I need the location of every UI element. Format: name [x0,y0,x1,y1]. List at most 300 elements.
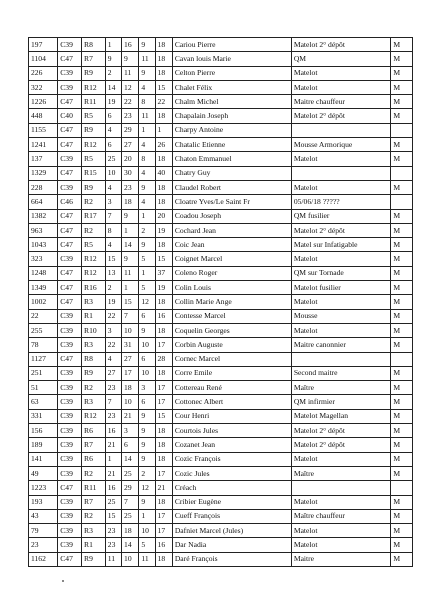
rank-role-cell: Matelot [291,80,391,94]
col-b-cell: 9 [122,252,139,266]
box-code-cell: C39 [58,438,82,452]
person-name-cell: Cozic Jules [172,466,291,480]
record-number-cell: 1382 [29,209,58,223]
sex-code-cell: M [391,152,413,166]
col-d-cell: 18 [155,366,172,380]
col-c-cell: 10 [139,338,155,352]
roll-code-cell: R9 [82,180,106,194]
record-number-cell: 255 [29,323,58,337]
table-row [29,52,413,66]
col-b-cell: 9 [122,52,139,66]
box-code-cell: C39 [58,409,82,423]
rank-role-cell: Matelot 2° dépôt [291,38,391,52]
sex-code-cell: M [391,424,413,438]
record-number-cell: 448 [29,109,58,123]
rank-role-cell: Matelot [291,295,391,309]
box-code-cell: C39 [58,309,82,323]
table-row [29,424,413,438]
rank-role-cell: QM [291,52,391,66]
col-b-cell: 10 [122,395,139,409]
sex-code-cell: M [391,52,413,66]
col-a-cell: 16 [105,424,121,438]
rank-role-cell: Mousse Armorique [291,138,391,152]
record-number-cell: 78 [29,338,58,352]
record-number-cell: 664 [29,195,58,209]
col-c-cell: 11 [139,52,155,66]
rank-role-cell: Matelot 2° dépôt [291,424,391,438]
col-d-cell: 18 [155,180,172,194]
rank-role-cell: Maître [291,381,391,395]
box-code-cell: C39 [58,381,82,395]
person-name-cell: Chalet Félix [172,80,291,94]
col-d-cell: 1 [155,123,172,137]
table-row [29,223,413,237]
col-c-cell: 6 [139,352,155,366]
record-number-cell: 189 [29,438,58,452]
sex-code-cell: M [391,395,413,409]
roll-code-cell: R3 [82,338,106,352]
table-row [29,338,413,352]
person-name-cell: Cour Henri [172,409,291,423]
person-name-cell: Créach [172,481,291,495]
col-d-cell: 22 [155,95,172,109]
table-row [29,524,413,538]
col-b-cell: 14 [122,238,139,252]
sex-code-cell: M [391,266,413,280]
roll-code-cell: R10 [82,323,106,337]
register-body [29,38,413,567]
person-name-cell: Coignet Marcel [172,252,291,266]
col-d-cell: 16 [155,309,172,323]
box-code-cell: C47 [58,123,82,137]
col-b-cell: 15 [122,295,139,309]
col-d-cell: 18 [155,295,172,309]
scan-speck [62,580,64,582]
col-a-cell: 6 [105,109,121,123]
record-number-cell: 1104 [29,52,58,66]
col-b-cell: 17 [122,366,139,380]
col-c-cell: 5 [139,538,155,552]
col-b-cell: 18 [122,195,139,209]
box-code-cell: C39 [58,495,82,509]
col-b-cell: 11 [122,66,139,80]
box-code-cell: C39 [58,38,82,52]
rank-role-cell: 05/06/18 ????? [291,195,391,209]
table-row [29,109,413,123]
person-name-cell: Collin Marie Ange [172,295,291,309]
col-a-cell: 11 [105,552,121,566]
box-code-cell: C46 [58,195,82,209]
record-number-cell: 23 [29,538,58,552]
col-d-cell: 18 [155,66,172,80]
box-code-cell: C39 [58,252,82,266]
box-code-cell: C47 [58,166,82,180]
col-a-cell: 6 [105,138,121,152]
sex-code-cell: M [391,180,413,194]
sex-code-cell: M [391,323,413,337]
record-number-cell: 1226 [29,95,58,109]
table-row [29,180,413,194]
col-b-cell: 30 [122,166,139,180]
col-c-cell: 12 [139,295,155,309]
rank-role-cell: Matelot [291,538,391,552]
roll-code-cell: R9 [82,123,106,137]
col-b-cell: 10 [122,323,139,337]
table-row [29,481,413,495]
col-c-cell: 6 [139,309,155,323]
record-number-cell: 1241 [29,138,58,152]
col-a-cell: 4 [105,352,121,366]
box-code-cell: C47 [58,223,82,237]
col-a-cell: 15 [105,252,121,266]
roll-code-cell: R1 [82,309,106,323]
person-name-cell: Coadou Joseph [172,209,291,223]
table-row [29,238,413,252]
sex-code-cell: M [391,338,413,352]
col-b-cell: 7 [122,309,139,323]
record-number-cell: 1043 [29,238,58,252]
rank-role-cell [291,481,391,495]
sex-code-cell: M [391,281,413,295]
col-d-cell: 19 [155,281,172,295]
col-c-cell: 5 [139,252,155,266]
col-c-cell: 12 [139,481,155,495]
rank-role-cell: Matelot Magellan [291,409,391,423]
person-name-cell: Cottonec Albert [172,395,291,409]
col-c-cell: 3 [139,381,155,395]
box-code-cell: C39 [58,424,82,438]
box-code-cell: C39 [58,509,82,523]
person-name-cell: Dar Nadia [172,538,291,552]
person-name-cell: Chatalic Etienne [172,138,291,152]
col-c-cell: 1 [139,266,155,280]
col-d-cell: 37 [155,266,172,280]
roll-code-cell: R3 [82,295,106,309]
col-a-cell: 7 [105,395,121,409]
col-d-cell: 18 [155,52,172,66]
sex-code-cell: M [391,80,413,94]
sex-code-cell: M [391,223,413,237]
box-code-cell: C39 [58,395,82,409]
col-b-cell: 22 [122,95,139,109]
col-d-cell: 18 [155,452,172,466]
table-row [29,395,413,409]
record-number-cell: 228 [29,180,58,194]
roll-code-cell: R2 [82,195,106,209]
col-a-cell: 9 [105,52,121,66]
col-a-cell: 19 [105,295,121,309]
sex-code-cell: M [391,409,413,423]
col-b-cell: 29 [122,123,139,137]
record-number-cell: 963 [29,223,58,237]
col-d-cell: 15 [155,409,172,423]
roll-code-cell: R12 [82,266,106,280]
col-b-cell: 23 [122,180,139,194]
sex-code-cell [391,166,413,180]
roll-code-cell: R7 [82,495,106,509]
sex-code-cell: M [391,138,413,152]
record-number-cell: 1162 [29,552,58,566]
box-code-cell: C47 [58,281,82,295]
sex-code-cell: M [391,238,413,252]
col-b-cell: 25 [122,509,139,523]
sex-code-cell [391,481,413,495]
record-number-cell: 1329 [29,166,58,180]
rank-role-cell: Matelot [291,452,391,466]
sex-code-cell [391,195,413,209]
record-number-cell: 1223 [29,481,58,495]
col-a-cell: 10 [105,166,121,180]
col-c-cell: 1 [139,209,155,223]
roll-code-cell: R9 [82,66,106,80]
sex-code-cell: M [391,381,413,395]
col-d-cell: 18 [155,438,172,452]
col-c-cell: 9 [139,452,155,466]
rank-role-cell: Matelot [291,323,391,337]
person-name-cell: Cribier Eugène [172,495,291,509]
col-a-cell: 25 [105,495,121,509]
col-d-cell: 17 [155,509,172,523]
rank-role-cell: QM sur Tornade [291,266,391,280]
sex-code-cell: M [391,538,413,552]
col-c-cell: 10 [139,366,155,380]
record-number-cell: 226 [29,66,58,80]
col-b-cell: 1 [122,281,139,295]
col-c-cell: 2 [139,466,155,480]
rank-role-cell: Maitre canonnier [291,338,391,352]
person-name-cell: Coleno Roger [172,266,291,280]
roll-code-cell: R2 [82,509,106,523]
col-b-cell: 16 [122,38,139,52]
col-b-cell: 31 [122,338,139,352]
col-d-cell: 18 [155,552,172,566]
person-name-cell: Courtois Jules [172,424,291,438]
sex-code-cell: M [391,252,413,266]
person-name-cell: Cueff François [172,509,291,523]
rank-role-cell: Matel sur Infatigable [291,238,391,252]
box-code-cell: C39 [58,323,82,337]
col-a-cell: 21 [105,438,121,452]
box-code-cell: C39 [58,338,82,352]
table-row [29,209,413,223]
col-c-cell: 4 [139,166,155,180]
person-name-cell: Corbin Auguste [172,338,291,352]
record-number-cell: 1349 [29,281,58,295]
col-a-cell: 2 [105,281,121,295]
col-a-cell: 13 [105,266,121,280]
roll-code-cell: R12 [82,80,106,94]
table-row [29,166,413,180]
roll-code-cell: R3 [82,395,106,409]
col-b-cell: 3 [122,424,139,438]
col-d-cell: 18 [155,323,172,337]
rank-role-cell: Matelot fusilier [291,281,391,295]
person-name-cell: Cavan louis Marie [172,52,291,66]
table-row [29,80,413,94]
box-code-cell: C47 [58,352,82,366]
roll-code-cell: R5 [82,152,106,166]
person-name-cell: Colin Louis [172,281,291,295]
col-c-cell: 9 [139,438,155,452]
col-c-cell: 9 [139,409,155,423]
person-name-cell: Cloatre Yves/Le Saint Fr [172,195,291,209]
col-d-cell: 18 [155,495,172,509]
col-a-cell: 16 [105,481,121,495]
rank-role-cell: Matelot [291,524,391,538]
box-code-cell: C39 [58,66,82,80]
roll-code-cell: R5 [82,109,106,123]
sex-code-cell: M [391,452,413,466]
rank-role-cell: Second maitre [291,366,391,380]
rank-role-cell: QM infirmier [291,395,391,409]
table-row [29,552,413,566]
col-b-cell: 18 [122,381,139,395]
sex-code-cell: M [391,309,413,323]
col-c-cell: 9 [139,238,155,252]
col-d-cell: 16 [155,538,172,552]
person-name-cell: Cariou Pierre [172,38,291,52]
record-number-cell: 43 [29,509,58,523]
col-c-cell: 9 [139,38,155,52]
col-d-cell: 15 [155,80,172,94]
col-d-cell: 18 [155,238,172,252]
sex-code-cell: M [391,95,413,109]
col-a-cell: 25 [105,152,121,166]
register-table [28,37,413,567]
record-number-cell: 197 [29,38,58,52]
col-a-cell: 27 [105,366,121,380]
col-b-cell: 11 [122,266,139,280]
person-name-cell: Daré François [172,552,291,566]
col-a-cell: 4 [105,180,121,194]
record-number-cell: 1002 [29,295,58,309]
box-code-cell: C39 [58,466,82,480]
sex-code-cell: M [391,552,413,566]
col-b-cell: 1 [122,223,139,237]
rank-role-cell: Maitre chauffeur [291,95,391,109]
col-b-cell: 25 [122,466,139,480]
sex-code-cell: M [391,466,413,480]
table-row [29,381,413,395]
col-a-cell: 23 [105,524,121,538]
table-row [29,466,413,480]
table-row [29,452,413,466]
record-number-cell: 193 [29,495,58,509]
table-row [29,509,413,523]
person-name-cell: Chatry Guy [172,166,291,180]
sex-code-cell: M [391,524,413,538]
box-code-cell: C39 [58,538,82,552]
box-code-cell: C47 [58,552,82,566]
rank-role-cell: Matelot [291,495,391,509]
roll-code-cell: R2 [82,466,106,480]
roll-code-cell: R8 [82,38,106,52]
col-d-cell: 26 [155,138,172,152]
roll-code-cell: R16 [82,281,106,295]
col-a-cell: 19 [105,95,121,109]
col-c-cell: 4 [139,80,155,94]
table-row [29,409,413,423]
record-number-cell: 251 [29,366,58,380]
col-b-cell: 23 [122,109,139,123]
col-b-cell: 6 [122,438,139,452]
rank-role-cell: Maitre [291,552,391,566]
roll-code-cell: R2 [82,381,106,395]
col-b-cell: 14 [122,538,139,552]
person-name-cell: Dafniet Marcel (Jules) [172,524,291,538]
person-name-cell: Cozic François [172,452,291,466]
sex-code-cell [391,123,413,137]
col-b-cell: 20 [122,152,139,166]
col-a-cell: 7 [105,209,121,223]
rank-role-cell [291,123,391,137]
sex-code-cell: M [391,66,413,80]
table-row [29,323,413,337]
table-row [29,138,413,152]
col-d-cell: 18 [155,38,172,52]
col-a-cell: 4 [105,238,121,252]
roll-code-cell: R15 [82,166,106,180]
col-b-cell: 12 [122,80,139,94]
table-row [29,123,413,137]
col-a-cell: 23 [105,538,121,552]
box-code-cell: C39 [58,80,82,94]
col-a-cell: 23 [105,381,121,395]
roll-code-cell: R6 [82,452,106,466]
record-number-cell: 1127 [29,352,58,366]
col-a-cell: 4 [105,123,121,137]
col-d-cell: 18 [155,195,172,209]
sex-code-cell: M [391,509,413,523]
col-d-cell: 28 [155,352,172,366]
table-row [29,538,413,552]
sex-code-cell: M [391,366,413,380]
person-name-cell: Cottereau René [172,381,291,395]
col-c-cell: 8 [139,152,155,166]
col-c-cell: 1 [139,123,155,137]
table-row [29,95,413,109]
rank-role-cell: Matelot [291,66,391,80]
col-a-cell: 1 [105,452,121,466]
col-b-cell: 9 [122,209,139,223]
record-number-cell: 322 [29,80,58,94]
rank-role-cell: Matelot [291,252,391,266]
col-b-cell: 10 [122,552,139,566]
sex-code-cell [391,352,413,366]
record-number-cell: 137 [29,152,58,166]
roll-code-cell: R12 [82,252,106,266]
person-name-cell: Coic Jean [172,238,291,252]
roll-code-cell: R2 [82,223,106,237]
rank-role-cell: Matelot [291,152,391,166]
table-row [29,266,413,280]
sex-code-cell: M [391,209,413,223]
col-a-cell: 2 [105,66,121,80]
table-row [29,66,413,80]
person-name-cell: Cornec Marcel [172,352,291,366]
col-c-cell: 6 [139,395,155,409]
record-number-cell: 79 [29,524,58,538]
roll-code-cell: R3 [82,524,106,538]
col-c-cell: 4 [139,195,155,209]
col-d-cell: 18 [155,109,172,123]
person-name-cell: Corre Emile [172,366,291,380]
person-name-cell: Contesse Marcel [172,309,291,323]
col-c-cell: 10 [139,524,155,538]
record-number-cell: 1155 [29,123,58,137]
table-row [29,252,413,266]
col-d-cell: 17 [155,338,172,352]
